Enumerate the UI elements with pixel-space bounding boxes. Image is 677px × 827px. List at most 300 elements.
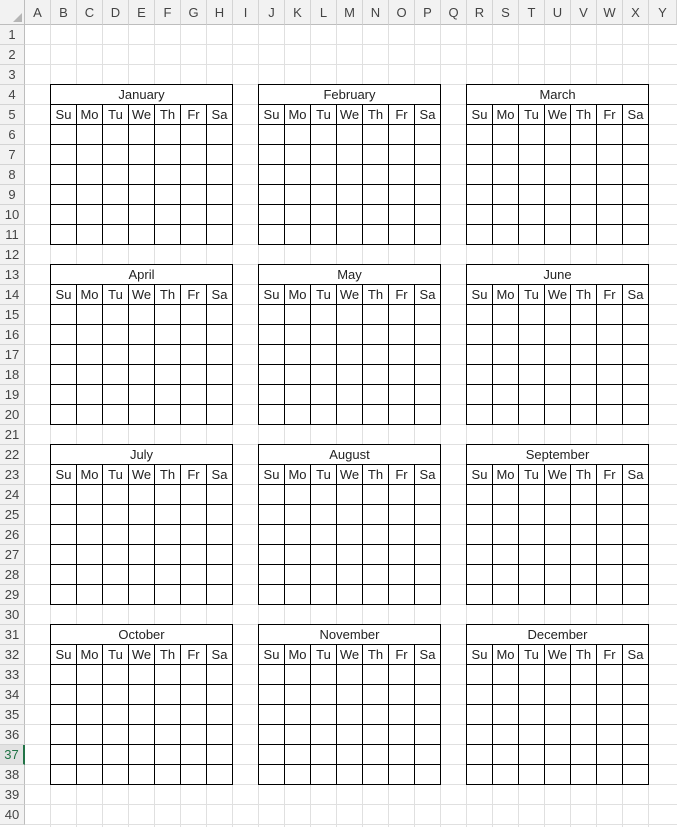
day-cell[interactable] [310,344,337,365]
day-cell[interactable] [258,204,285,225]
weekday-header[interactable]: Mo [492,104,519,125]
day-cell[interactable] [284,544,311,565]
day-cell[interactable] [154,344,181,365]
row-header-39[interactable]: 39 [0,785,25,805]
row-header-34[interactable]: 34 [0,685,25,705]
day-cell[interactable] [258,704,285,725]
weekday-header[interactable]: Fr [596,644,623,665]
day-cell[interactable] [76,664,103,685]
day-cell[interactable] [596,664,623,685]
row-header-36[interactable]: 36 [0,725,25,745]
day-cell[interactable] [206,684,233,705]
day-cell[interactable] [570,704,597,725]
day-cell[interactable] [180,344,207,365]
day-cell[interactable] [518,124,545,145]
day-cell[interactable] [492,404,519,425]
day-cell[interactable] [492,204,519,225]
day-cell[interactable] [622,584,649,605]
day-cell[interactable] [596,144,623,165]
month-title[interactable]: July [50,444,233,465]
weekday-header[interactable]: Tu [310,284,337,305]
day-cell[interactable] [362,584,389,605]
day-cell[interactable] [102,364,129,385]
day-cell[interactable] [284,304,311,325]
weekday-header[interactable]: Sa [622,284,649,305]
day-cell[interactable] [180,524,207,545]
day-cell[interactable] [388,184,415,205]
day-cell[interactable] [492,764,519,785]
day-cell[interactable] [76,564,103,585]
row-header-31[interactable]: 31 [0,625,25,645]
day-cell[interactable] [284,344,311,365]
day-cell[interactable] [154,664,181,685]
day-cell[interactable] [180,484,207,505]
day-cell[interactable] [154,164,181,185]
row-header-7[interactable]: 7 [0,145,25,165]
day-cell[interactable] [206,144,233,165]
day-cell[interactable] [544,124,571,145]
day-cell[interactable] [154,544,181,565]
weekday-header[interactable]: Mo [284,464,311,485]
day-cell[interactable] [466,764,493,785]
day-cell[interactable] [518,524,545,545]
day-cell[interactable] [544,344,571,365]
day-cell[interactable] [258,664,285,685]
day-cell[interactable] [362,184,389,205]
weekday-header[interactable]: Su [50,644,77,665]
day-cell[interactable] [570,304,597,325]
day-cell[interactable] [518,364,545,385]
day-cell[interactable] [284,224,311,245]
day-cell[interactable] [154,684,181,705]
day-cell[interactable] [310,184,337,205]
day-cell[interactable] [622,564,649,585]
day-cell[interactable] [518,664,545,685]
day-cell[interactable] [102,684,129,705]
day-cell[interactable] [492,304,519,325]
day-cell[interactable] [570,144,597,165]
day-cell[interactable] [128,724,155,745]
day-cell[interactable] [50,304,77,325]
weekday-header[interactable]: Tu [102,284,129,305]
day-cell[interactable] [180,704,207,725]
day-cell[interactable] [76,704,103,725]
day-cell[interactable] [180,684,207,705]
day-cell[interactable] [284,564,311,585]
select-all-corner[interactable] [0,0,25,25]
weekday-header[interactable]: Th [570,464,597,485]
day-cell[interactable] [362,304,389,325]
day-cell[interactable] [128,364,155,385]
day-cell[interactable] [596,524,623,545]
day-cell[interactable] [518,184,545,205]
column-header-x[interactable]: X [623,0,649,25]
day-cell[interactable] [50,524,77,545]
day-cell[interactable] [206,224,233,245]
day-cell[interactable] [544,144,571,165]
day-cell[interactable] [362,544,389,565]
day-cell[interactable] [518,584,545,605]
day-cell[interactable] [336,664,363,685]
day-cell[interactable] [492,544,519,565]
day-cell[interactable] [284,684,311,705]
day-cell[interactable] [336,584,363,605]
weekday-header[interactable]: Tu [518,644,545,665]
day-cell[interactable] [388,204,415,225]
day-cell[interactable] [50,384,77,405]
day-cell[interactable] [154,404,181,425]
day-cell[interactable] [570,504,597,525]
day-cell[interactable] [518,504,545,525]
day-cell[interactable] [362,364,389,385]
day-cell[interactable] [414,164,441,185]
day-cell[interactable] [388,364,415,385]
day-cell[interactable] [310,304,337,325]
day-cell[interactable] [206,764,233,785]
day-cell[interactable] [414,364,441,385]
day-cell[interactable] [518,164,545,185]
day-cell[interactable] [596,404,623,425]
day-cell[interactable] [154,584,181,605]
day-cell[interactable] [596,584,623,605]
day-cell[interactable] [336,564,363,585]
day-cell[interactable] [76,324,103,345]
day-cell[interactable] [622,384,649,405]
day-cell[interactable] [622,124,649,145]
day-cell[interactable] [414,704,441,725]
day-cell[interactable] [336,304,363,325]
day-cell[interactable] [310,224,337,245]
month-title[interactable]: December [466,624,649,645]
day-cell[interactable] [362,164,389,185]
day-cell[interactable] [310,704,337,725]
row-header-13[interactable]: 13 [0,265,25,285]
day-cell[interactable] [570,184,597,205]
day-cell[interactable] [310,164,337,185]
day-cell[interactable] [206,484,233,505]
day-cell[interactable] [128,204,155,225]
day-cell[interactable] [284,204,311,225]
day-cell[interactable] [492,124,519,145]
weekday-header[interactable]: Th [154,644,181,665]
day-cell[interactable] [414,524,441,545]
day-cell[interactable] [544,184,571,205]
day-cell[interactable] [206,384,233,405]
day-cell[interactable] [336,504,363,525]
day-cell[interactable] [492,324,519,345]
day-cell[interactable] [362,744,389,765]
day-cell[interactable] [362,664,389,685]
day-cell[interactable] [492,524,519,545]
day-cell[interactable] [50,564,77,585]
column-header-l[interactable]: L [311,0,337,25]
weekday-header[interactable]: Sa [206,644,233,665]
day-cell[interactable] [180,324,207,345]
day-cell[interactable] [336,184,363,205]
day-cell[interactable] [466,184,493,205]
weekday-header[interactable]: Fr [388,644,415,665]
day-cell[interactable] [596,704,623,725]
day-cell[interactable] [128,504,155,525]
day-cell[interactable] [544,484,571,505]
day-cell[interactable] [154,724,181,745]
day-cell[interactable] [258,344,285,365]
day-cell[interactable] [180,764,207,785]
weekday-header[interactable]: Su [258,284,285,305]
day-cell[interactable] [362,224,389,245]
day-cell[interactable] [388,724,415,745]
day-cell[interactable] [76,124,103,145]
column-header-r[interactable]: R [467,0,493,25]
day-cell[interactable] [310,384,337,405]
day-cell[interactable] [76,684,103,705]
day-cell[interactable] [258,684,285,705]
row-header-15[interactable]: 15 [0,305,25,325]
day-cell[interactable] [414,344,441,365]
day-cell[interactable] [622,684,649,705]
day-cell[interactable] [570,664,597,685]
day-cell[interactable] [206,704,233,725]
day-cell[interactable] [284,164,311,185]
day-cell[interactable] [128,304,155,325]
weekday-header[interactable]: We [128,644,155,665]
weekday-header[interactable]: Tu [518,104,545,125]
day-cell[interactable] [518,224,545,245]
day-cell[interactable] [622,144,649,165]
weekday-header[interactable]: Mo [284,284,311,305]
day-cell[interactable] [466,664,493,685]
day-cell[interactable] [258,524,285,545]
weekday-header[interactable]: Sa [622,104,649,125]
column-header-j[interactable]: J [259,0,285,25]
day-cell[interactable] [50,504,77,525]
day-cell[interactable] [466,484,493,505]
day-cell[interactable] [362,564,389,585]
weekday-header[interactable]: Th [154,284,181,305]
day-cell[interactable] [154,184,181,205]
day-cell[interactable] [492,184,519,205]
day-cell[interactable] [76,204,103,225]
day-cell[interactable] [362,404,389,425]
day-cell[interactable] [180,664,207,685]
row-header-37[interactable]: 37 [0,745,25,765]
day-cell[interactable] [50,364,77,385]
day-cell[interactable] [310,364,337,385]
day-cell[interactable] [362,144,389,165]
weekday-header[interactable]: Mo [284,644,311,665]
day-cell[interactable] [570,544,597,565]
day-cell[interactable] [102,704,129,725]
day-cell[interactable] [258,764,285,785]
weekday-header[interactable]: We [336,464,363,485]
day-cell[interactable] [414,584,441,605]
weekday-header[interactable]: Tu [102,464,129,485]
day-cell[interactable] [180,544,207,565]
day-cell[interactable] [596,124,623,145]
month-title[interactable]: January [50,84,233,105]
weekday-header[interactable]: Su [50,104,77,125]
day-cell[interactable] [622,744,649,765]
day-cell[interactable] [76,524,103,545]
month-title[interactable]: February [258,84,441,105]
day-cell[interactable] [492,584,519,605]
weekday-header[interactable]: Mo [492,284,519,305]
day-cell[interactable] [570,204,597,225]
day-cell[interactable] [466,384,493,405]
day-cell[interactable] [76,764,103,785]
day-cell[interactable] [284,664,311,685]
day-cell[interactable] [154,744,181,765]
day-cell[interactable] [570,584,597,605]
day-cell[interactable] [180,564,207,585]
month-title[interactable]: March [466,84,649,105]
day-cell[interactable] [180,164,207,185]
day-cell[interactable] [544,204,571,225]
row-header-27[interactable]: 27 [0,545,25,565]
month-title[interactable]: June [466,264,649,285]
weekday-header[interactable]: Sa [206,104,233,125]
weekday-header[interactable]: Fr [596,464,623,485]
day-cell[interactable] [102,564,129,585]
day-cell[interactable] [570,164,597,185]
day-cell[interactable] [596,384,623,405]
day-cell[interactable] [336,384,363,405]
day-cell[interactable] [310,144,337,165]
day-cell[interactable] [388,324,415,345]
day-cell[interactable] [388,564,415,585]
day-cell[interactable] [414,404,441,425]
day-cell[interactable] [206,344,233,365]
day-cell[interactable] [544,164,571,185]
day-cell[interactable] [388,404,415,425]
day-cell[interactable] [102,224,129,245]
day-cell[interactable] [102,324,129,345]
day-cell[interactable] [284,184,311,205]
weekday-header[interactable]: Th [362,104,389,125]
day-cell[interactable] [622,724,649,745]
day-cell[interactable] [284,724,311,745]
day-cell[interactable] [336,684,363,705]
day-cell[interactable] [50,764,77,785]
day-cell[interactable] [544,504,571,525]
day-cell[interactable] [284,504,311,525]
day-cell[interactable] [518,344,545,365]
day-cell[interactable] [76,744,103,765]
row-header-12[interactable]: 12 [0,245,25,265]
day-cell[interactable] [518,304,545,325]
day-cell[interactable] [284,404,311,425]
day-cell[interactable] [596,544,623,565]
day-cell[interactable] [596,724,623,745]
weekday-header[interactable]: Tu [310,644,337,665]
day-cell[interactable] [310,484,337,505]
day-cell[interactable] [596,324,623,345]
day-cell[interactable] [466,304,493,325]
day-cell[interactable] [310,524,337,545]
column-header-n[interactable]: N [363,0,389,25]
day-cell[interactable] [362,484,389,505]
day-cell[interactable] [76,404,103,425]
row-header-5[interactable]: 5 [0,105,25,125]
weekday-header[interactable]: Mo [76,284,103,305]
day-cell[interactable] [544,664,571,685]
day-cell[interactable] [336,484,363,505]
day-cell[interactable] [180,224,207,245]
day-cell[interactable] [414,184,441,205]
column-header-f[interactable]: F [155,0,181,25]
weekday-header[interactable]: Fr [596,104,623,125]
day-cell[interactable] [518,324,545,345]
day-cell[interactable] [76,504,103,525]
day-cell[interactable] [310,504,337,525]
day-cell[interactable] [492,224,519,245]
day-cell[interactable] [258,504,285,525]
day-cell[interactable] [544,704,571,725]
month-title[interactable]: August [258,444,441,465]
month-title[interactable]: October [50,624,233,645]
day-cell[interactable] [180,504,207,525]
day-cell[interactable] [154,304,181,325]
day-cell[interactable] [310,124,337,145]
day-cell[interactable] [622,224,649,245]
day-cell[interactable] [310,564,337,585]
weekday-header[interactable]: Th [570,644,597,665]
day-cell[interactable] [284,364,311,385]
day-cell[interactable] [76,184,103,205]
column-header-g[interactable]: G [181,0,207,25]
day-cell[interactable] [180,384,207,405]
day-cell[interactable] [206,664,233,685]
day-cell[interactable] [258,384,285,405]
day-cell[interactable] [336,344,363,365]
column-header-a[interactable]: A [25,0,51,25]
day-cell[interactable] [362,684,389,705]
day-cell[interactable] [128,144,155,165]
day-cell[interactable] [154,204,181,225]
day-cell[interactable] [388,144,415,165]
day-cell[interactable] [310,544,337,565]
day-cell[interactable] [414,304,441,325]
day-cell[interactable] [622,364,649,385]
row-header-4[interactable]: 4 [0,85,25,105]
day-cell[interactable] [362,324,389,345]
day-cell[interactable] [50,664,77,685]
day-cell[interactable] [102,164,129,185]
day-cell[interactable] [102,144,129,165]
weekday-header[interactable]: Mo [76,104,103,125]
day-cell[interactable] [544,544,571,565]
day-cell[interactable] [128,484,155,505]
day-cell[interactable] [206,584,233,605]
weekday-header[interactable]: Fr [180,284,207,305]
day-cell[interactable] [388,344,415,365]
day-cell[interactable] [310,204,337,225]
day-cell[interactable] [362,204,389,225]
day-cell[interactable] [492,744,519,765]
day-cell[interactable] [50,124,77,145]
day-cell[interactable] [388,504,415,525]
day-cell[interactable] [206,524,233,545]
column-header-b[interactable]: B [51,0,77,25]
weekday-header[interactable]: We [128,464,155,485]
column-header-q[interactable]: Q [441,0,467,25]
weekday-header[interactable]: We [336,104,363,125]
day-cell[interactable] [492,344,519,365]
weekday-header[interactable]: Sa [414,284,441,305]
day-cell[interactable] [206,124,233,145]
day-cell[interactable] [414,744,441,765]
day-cell[interactable] [570,224,597,245]
